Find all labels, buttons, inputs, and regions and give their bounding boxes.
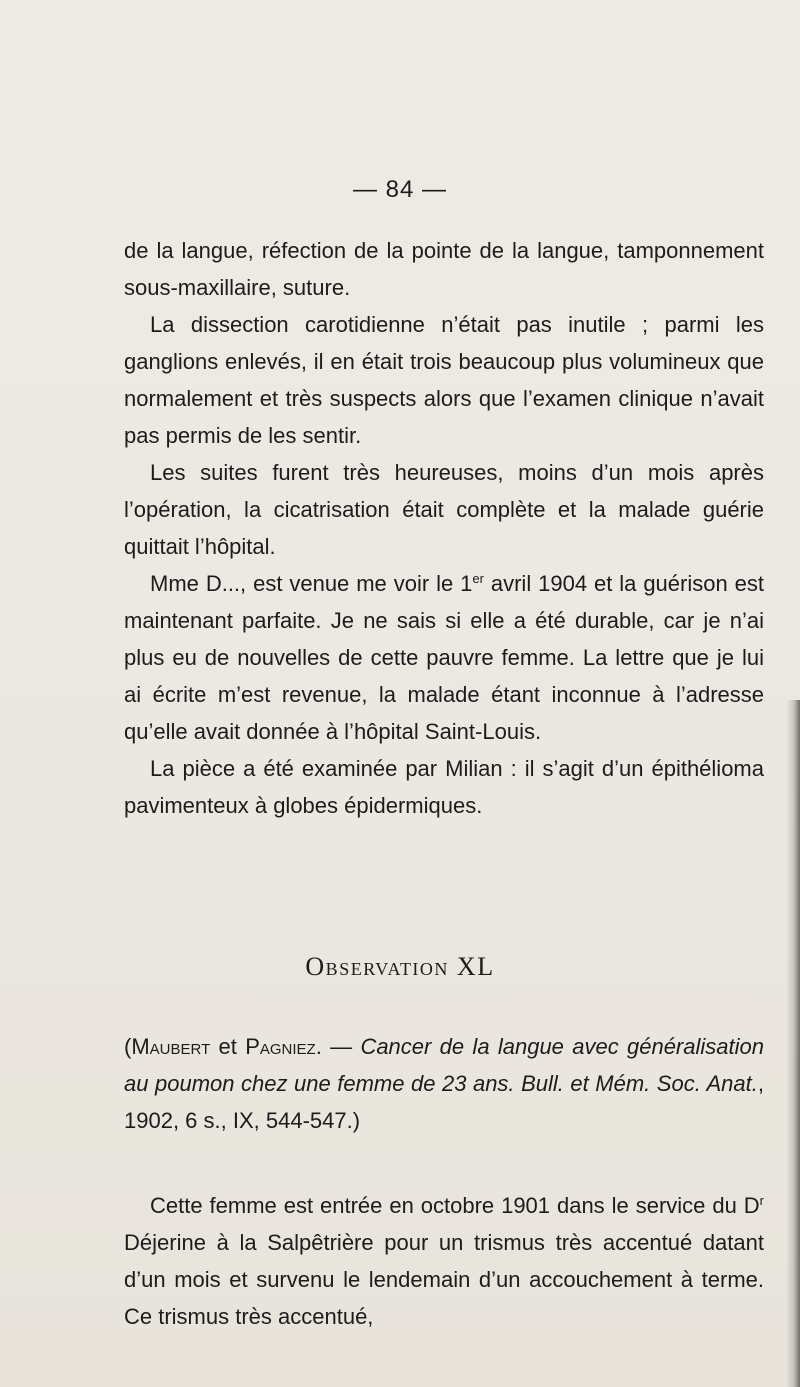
reference-author-1: Maubert bbox=[131, 1034, 211, 1059]
reference-conjunction: et bbox=[210, 1034, 246, 1059]
reference-title: Cancer de la langue avec généralisation au poumon chez une femme de 23 ans. bbox=[124, 1034, 764, 1096]
page-edge-shadow bbox=[786, 700, 800, 1387]
paragraph-continuation: de la langue, réfection de la pointe de la langue, tamponnement sous-maxillaire, suture. bbox=[124, 238, 764, 300]
paragraph-mme-text-b: avril 1904 et la guérison est maintenant parfaite. Je ne sais si elle a été durable, car je n’ai plus eu de nouvelles de cette pauvre femme. La lettre que je lui ai écrite m’est revenue, la malade étant inconnue à l’adresse qu’elle avait donnée à l’hôpital Saint-Louis. bbox=[124, 571, 764, 744]
reference-dash: — bbox=[321, 1034, 361, 1059]
superscript-er: er bbox=[472, 571, 484, 586]
page-number: — 84 — bbox=[352, 176, 448, 203]
observation-heading: Observation XL bbox=[305, 952, 495, 981]
paragraph-dissection: La dissection carotidienne n’était pas inutile ; parmi les ganglions enlevés, il en était trois beaucoup plus volumineux que normalement et très suspects alors que l’examen clinique n’avait pas permis de les sentir. bbox=[124, 312, 764, 448]
paragraph-observation-text-a: Cette femme est entrée en octobre 1901 dans le service du D bbox=[150, 1193, 760, 1218]
superscript-r: r bbox=[759, 1193, 764, 1208]
reference-author-2: Pagniez. bbox=[245, 1034, 322, 1059]
paragraph-suites: Les suites furent très heureuses, moins d’un mois après l’opération, la cicatrisation était complète et la malade guérie quittait l’hôpital. bbox=[124, 460, 764, 559]
paragraph-observation bbox=[124, 1187, 764, 1335]
body-text-lower bbox=[124, 1187, 764, 1335]
paragraph-piece: La pièce a été examinée par Milian : il s’agit d’un épithélioma pavimenteux à globes épidermiques. bbox=[124, 756, 764, 818]
reference-open-paren: ( bbox=[124, 1034, 132, 1059]
paragraph-mme-text-a: Mme D..., est venue me voir le 1 bbox=[150, 571, 473, 596]
reference-details: , 1902, 6 s., IX, 544-547.) bbox=[124, 1071, 764, 1133]
observation-reference bbox=[124, 1028, 764, 1139]
body-text-upper bbox=[124, 232, 764, 824]
paragraph-mme bbox=[124, 565, 764, 750]
paragraph-observation-text-b: Déjerine à la Salpêtrière pour un trismus très accentué datant d’un mois et survenu le lendemain d’un accouchement à terme. Ce trismus très accentué, bbox=[124, 1230, 764, 1329]
reference-journal: Bull. et Mém. Soc. Anat. bbox=[521, 1071, 758, 1096]
